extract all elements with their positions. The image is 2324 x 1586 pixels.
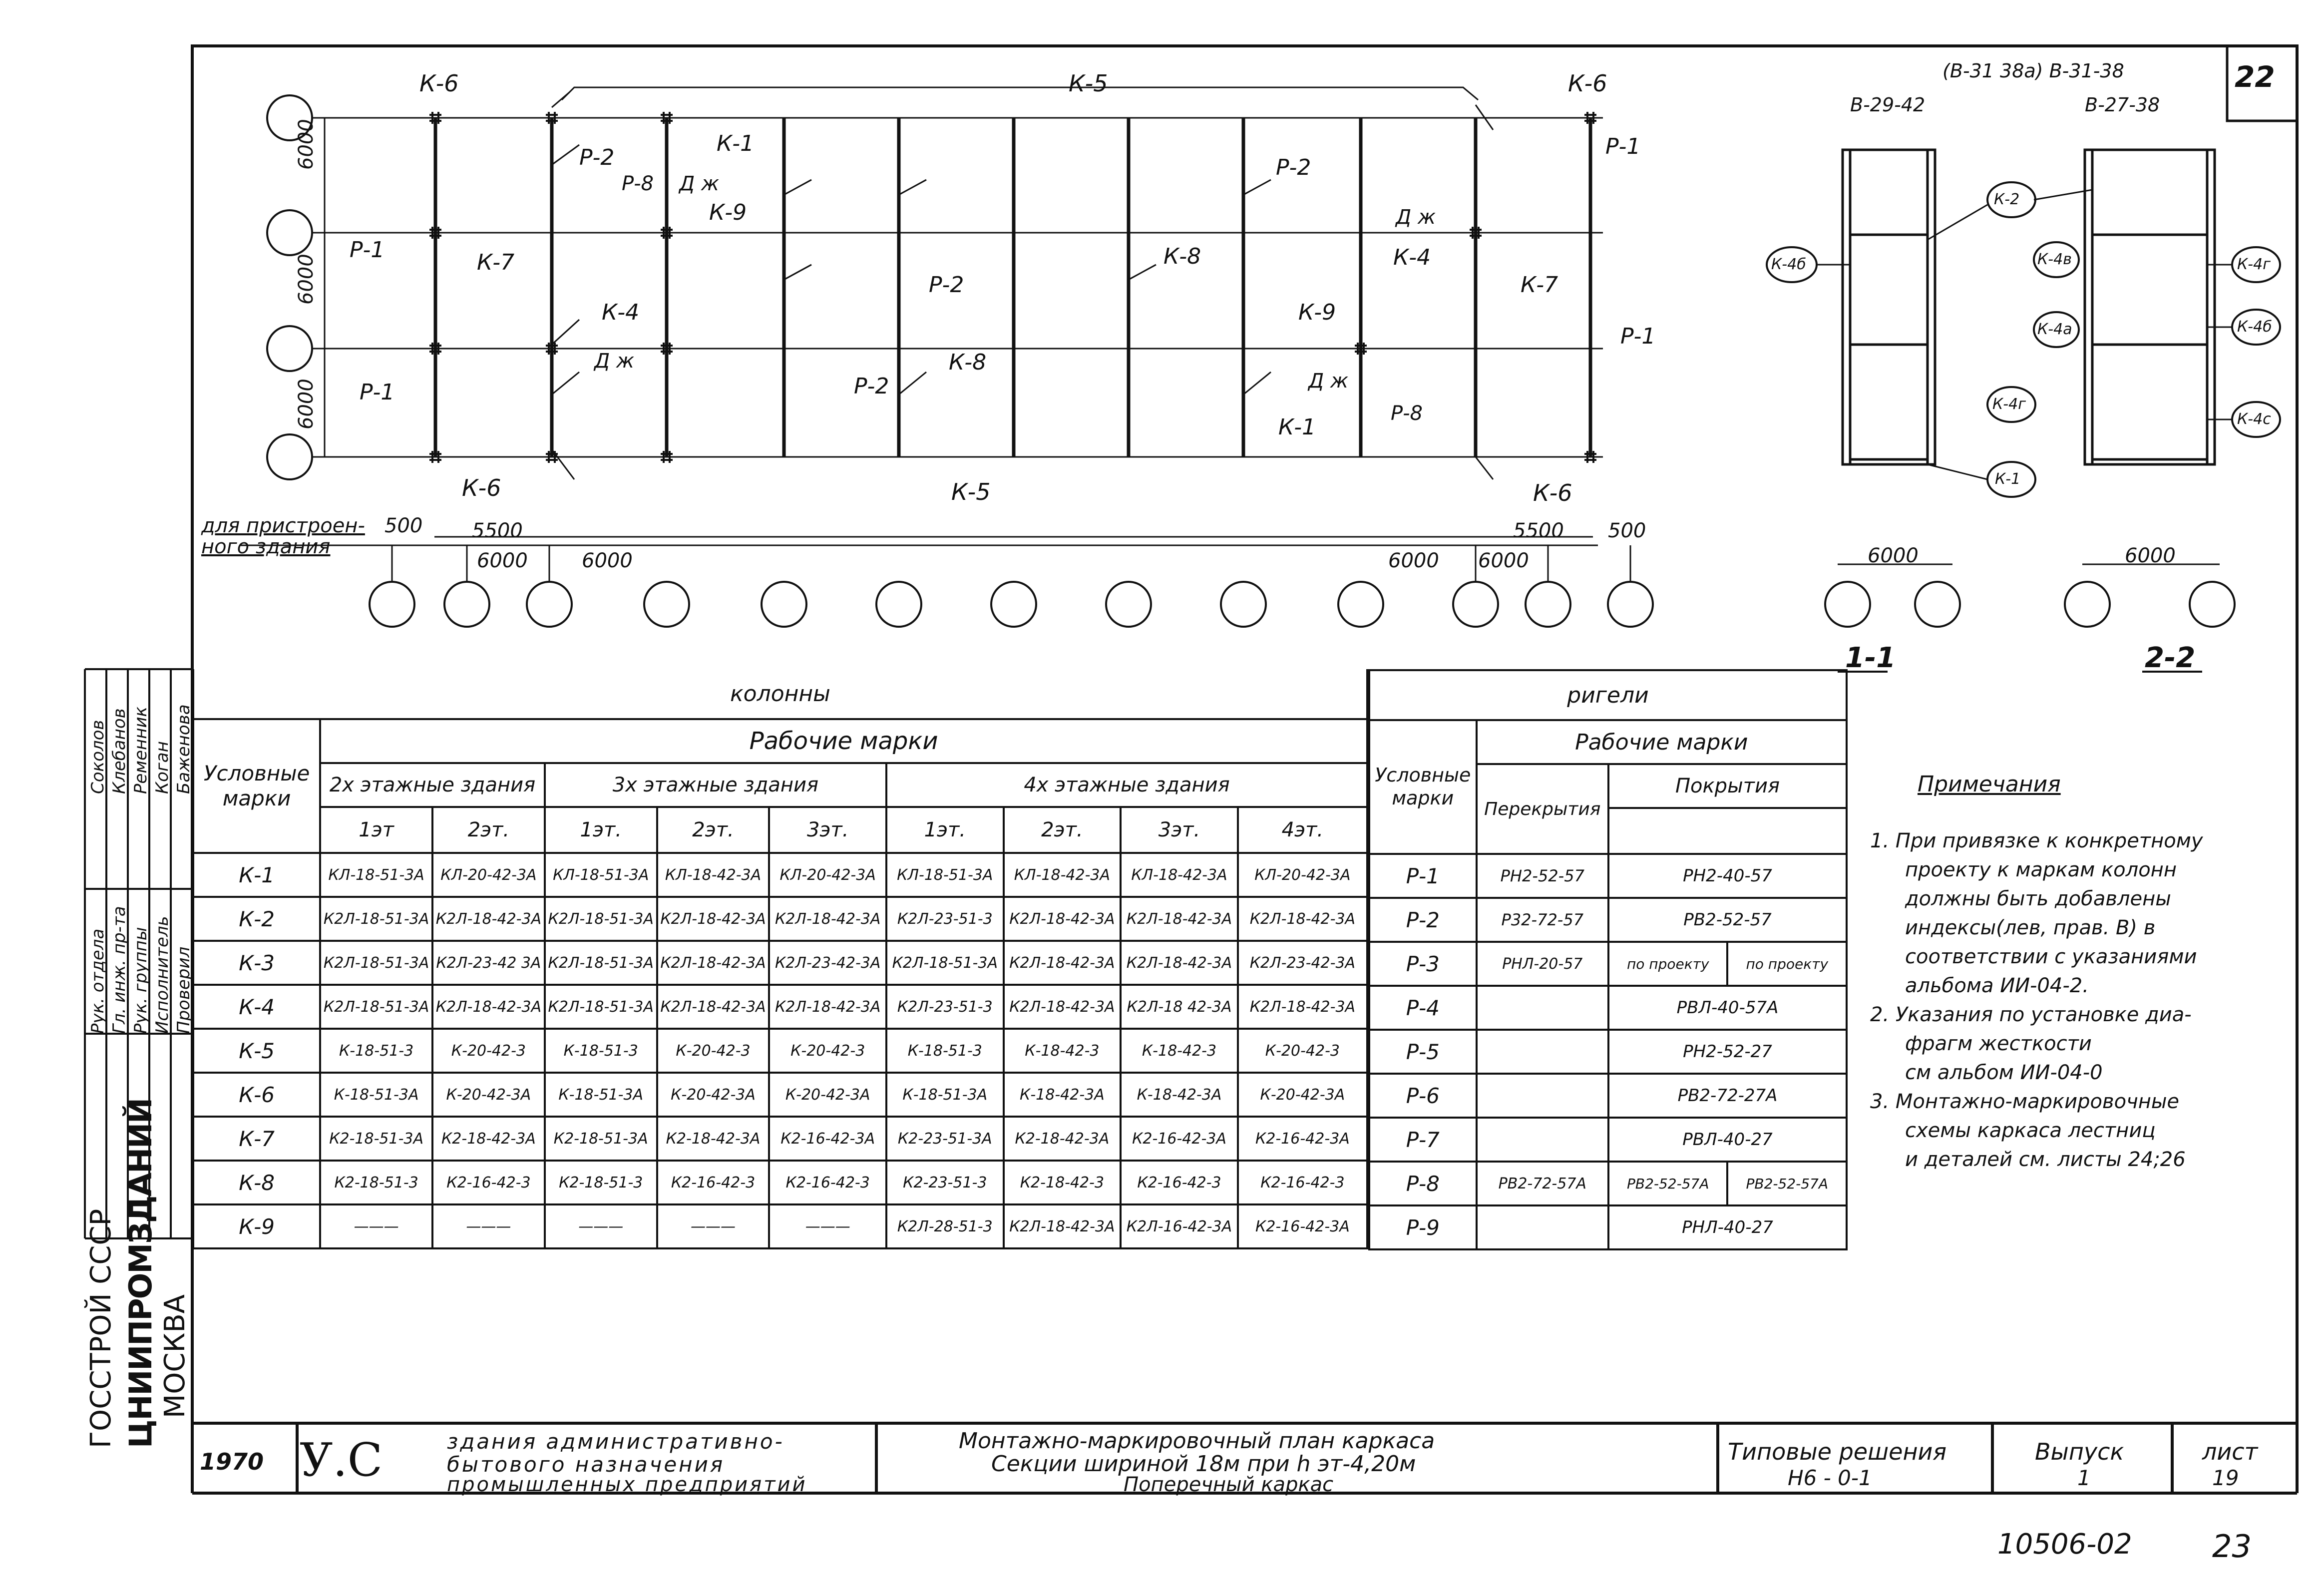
row-mark: К-1 [193,853,320,897]
table-cell: К2Л-18-51-3А [320,985,432,1029]
table-cell: К2-23-51-3А [886,1117,1004,1161]
rigels-table-body [1369,854,1847,1249]
table-row [1369,1205,1847,1249]
table-row [193,853,1367,897]
row-mark: К-6 [193,1073,320,1117]
table-cell: К2Л-23-42-3А [1238,941,1367,985]
section-top-label-1: (В-31 38а) В-31-38 [1942,60,2124,82]
section-tag: К-4б [2237,318,2272,336]
sig-name: Соколов [88,720,108,794]
table-cell: К-18-42-3А [1121,1073,1238,1117]
table-cell: ——— [432,1204,545,1248]
issue-value: 1 [2077,1466,2091,1490]
label-k7-left: К-7 [477,250,515,275]
table-cell: К-18-51-3А [545,1073,657,1117]
table-cell: РН2-40-57 [1608,854,1847,898]
section-tag: К-4с [2237,410,2271,428]
table-cell: К2Л-18-51-3А [320,897,432,941]
table-cell: К2-16-42-3 [432,1161,545,1204]
group-4-storey: 4х этажные здания [886,763,1367,807]
table-cell: К2-18-42-3А [657,1117,770,1161]
table-cell: КЛ-18-42-3А [657,853,770,897]
dim-bottom-5: 6000 [1388,549,1439,572]
sig-role: Гл. инж. пр-та [109,906,129,1034]
dim-left-2: 6000 [295,254,318,305]
table-cell [1477,1205,1608,1249]
table-cell: К2Л-23-42-3А [769,941,886,985]
table-row [193,1073,1367,1117]
columns-cond-header: Условные марки [193,719,320,853]
section-title-1: 1-1 [1845,642,1896,674]
table-cell: по проекту [1727,942,1847,986]
table-cell: К2Л-18-42-3А [432,897,545,941]
table-cell: К2Л-23-51-3 [886,897,1004,941]
table-cell: К2Л-18-42-3А [432,985,545,1029]
row-mark: Р-3 [1369,942,1477,986]
label-p1-a: Р-1 [1605,134,1641,159]
row-mark: К-3 [193,941,320,985]
label-p1-b: Р-1 [350,237,385,263]
rigels-table-title: ригели [1369,670,1847,720]
label-p1-c: Р-1 [1620,324,1656,349]
table-cell: К2Л-18-42-3А [1238,985,1367,1029]
sig-role: Проверил [174,946,194,1034]
table-cell: К-18-51-3 [320,1029,432,1073]
table-cell: К2Л-18-42-3А [769,897,886,941]
sig-name: Клебанов [109,708,129,794]
label-p2-a: Р-2 [579,145,615,170]
row-mark: К-9 [193,1204,320,1248]
label-k9-top: К-9 [709,200,747,225]
row-mark: Р-5 [1369,1030,1477,1074]
table-cell: К-20-42-3 [432,1029,545,1073]
axis-bubble [267,326,312,371]
table-row [1369,898,1847,942]
label-p8-a: Р-8 [622,172,654,195]
label-k6-tl: К-6 [419,70,459,97]
label-dzh-c: Д ж [594,350,634,373]
sig-name: Коган [152,741,172,794]
dim-left-3: 6000 [295,379,318,429]
floor-header: 4эт. [1238,807,1367,853]
table-row [1369,1162,1847,1205]
table-cell: К-20-42-3 [657,1029,770,1073]
section-dim-1: 6000 [1868,544,1919,567]
label-p8-b: Р-8 [1391,402,1423,425]
table-row [193,1161,1367,1204]
table-cell: К2-18-51-3 [545,1161,657,1204]
table-cell: КЛ-18-42-3А [1004,853,1121,897]
row-mark: Р-1 [1369,854,1477,898]
table-row [193,1029,1367,1073]
floor-header: 3эт. [1121,807,1238,853]
section-tag: К-2 [1994,191,2020,208]
section-tag: К-4в [2037,251,2072,268]
drawing-title-1: Монтажно-маркировочный план каркаса [959,1428,1435,1454]
dim-bottom-4: 6000 [582,549,633,572]
table-cell: К-20-42-3А [657,1073,770,1117]
section-tag: К-4а [2037,321,2072,338]
row-mark: Р-9 [1369,1205,1477,1249]
table-cell: РВЛ-40-27 [1608,1118,1847,1162]
table-cell: К2Л-18-51-3А [886,941,1004,985]
row-mark: К-2 [193,897,320,941]
table-cell: К-20-42-3 [1238,1029,1367,1073]
row-mark: К-7 [193,1117,320,1161]
table-cell: РН2-52-57 [1477,854,1608,898]
building-type-3: промышленных предприятий [447,1473,807,1496]
building-type-2: бытового назначения [447,1452,725,1477]
frame-plan [240,87,1656,627]
note-line: индексы(лев, прав. В) в [1905,916,2156,939]
floor-header: 2эт. [1004,807,1121,853]
note-line: 3. Монтажно-маркировочные [1870,1090,2180,1113]
table-cell: К2Л-18-42-3А [1238,897,1367,941]
table-row [193,985,1367,1029]
rigels-empty-cell [1608,808,1847,854]
table-cell: КЛ-20-42-3А [769,853,886,897]
floor-header: 2эт. [657,807,770,853]
section-top-label-3: В-27-38 [2085,94,2160,116]
rigels-table [1368,669,1848,1250]
dim-bottom-3: 6000 [477,549,528,572]
table-cell: К2-16-42-3 [1238,1161,1367,1204]
section-tag: К-1 [1995,470,2021,488]
label-k1: К-1 [717,131,755,156]
dim-bottom-6: 6000 [1478,549,1529,572]
table-cell: К2Л-18-42-3А [657,941,770,985]
stamp: У.С [300,1433,383,1487]
table-row [193,897,1367,941]
table-cell: К-18-51-3 [886,1029,1004,1073]
drawing-title-2: Секции шириной 18м при h эт-4,20м [991,1451,1416,1477]
table-cell: РВ2-72-27А [1608,1074,1847,1118]
table-cell: К2Л-18-42-3А [1004,897,1121,941]
dim-bottom-7: 5500 [1513,519,1564,542]
year: 1970 [200,1448,264,1475]
table-cell: К2Л-18-42-3А [657,985,770,1029]
table-cell: К2Л-18-42-3А [1121,897,1238,941]
row-mark: Р-8 [1369,1162,1477,1205]
table-cell: К2-16-42-3 [657,1161,770,1204]
table-row [1369,986,1847,1030]
table-cell: К2-16-42-3А [769,1117,886,1161]
table-cell: ——— [320,1204,432,1248]
section-tag: К-4б [1771,256,1806,273]
section-title-2: 2-2 [2145,642,2196,674]
table-cell: К2Л-18 42-3А [1121,985,1238,1029]
table-cell: КЛ-18-51-3А [545,853,657,897]
note-line: альбома ИИ-04-2. [1905,974,2089,997]
table-cell: К2-16-42-3А [1238,1117,1367,1161]
table-cell: К-18-51-3А [320,1073,432,1117]
table-cell: К2Л-18-42-3А [1004,1204,1121,1248]
columns-table [192,669,1368,1249]
row-mark: Р-2 [1369,898,1477,942]
archive-number: 10506-02 [1997,1528,2132,1561]
label-dzh-d: Д ж [1308,370,1348,393]
table-cell: К2Л-23-51-3 [886,985,1004,1029]
table-cell: К2Л-18-42-3А [1004,941,1121,985]
org-line-3: МОСКВА [159,1294,191,1418]
note-line: схемы каркаса лестниц [1905,1119,2156,1142]
note-line: см альбом ИИ-04-0 [1905,1061,2103,1084]
table-cell: ——— [657,1204,770,1248]
label-k4-left: К-4 [602,300,640,325]
table-cell: КЛ-20-42-3А [432,853,545,897]
label-p2-c: Р-2 [929,272,964,298]
table-cell: К-20-42-3А [432,1073,545,1117]
note-line: 1. При привязке к конкретному [1870,829,2203,852]
table-cell: К2Л-28-51-3 [886,1204,1004,1248]
sig-role: Исполнитель [152,916,172,1034]
table-cell: по проекту [1608,942,1727,986]
table-cell: К-20-42-3А [769,1073,886,1117]
sig-role: Рук. отдела [88,928,108,1034]
group-2-storey: 2х этажные здания [320,763,545,807]
note-line: и деталей см. листы 24;26 [1905,1148,2186,1171]
issue-label: Выпуск [2035,1438,2124,1465]
row-mark: К-5 [193,1029,320,1073]
axis-bubble [267,434,312,479]
table-cell: РВЛ-40-57А [1608,986,1847,1030]
table-cell: Р32-72-57 [1477,898,1608,942]
table-cell: К-18-42-3 [1121,1029,1238,1073]
table-cell [1477,1074,1608,1118]
dim-bottom-2: 5500 [472,519,523,542]
dim-bottom-1: 500 [385,514,423,537]
list-label: лист [2202,1438,2258,1465]
rigels-col-roof: Покрытия [1608,764,1847,808]
table-row [193,1117,1367,1161]
list-value: 19 [2212,1466,2239,1490]
row-mark: К-4 [193,985,320,1029]
label-p2-d: Р-2 [854,374,889,399]
note-left-2: ного здания [201,535,331,558]
note-line: 2. Указания по установке диа- [1870,1003,2192,1026]
table-cell: К2-16-42-3 [1121,1161,1238,1204]
org-line-2: ЦНИИПРОМЗДАНИЙ [122,1099,159,1448]
table-cell: К2Л-18-42-3А [657,897,770,941]
label-k9-right: К-9 [1298,300,1336,325]
table-row [193,1204,1367,1248]
sig-name: Ременник [131,706,151,794]
page-number: 23 [2212,1528,2252,1565]
rigels-col-floor: Перекрытия [1477,764,1608,854]
sig-name: Баженова [174,704,194,794]
label-k8-b: К-8 [949,350,987,375]
table-cell: РВ2-72-57А [1477,1162,1608,1205]
table-cell: РНЛ-40-27 [1608,1205,1847,1249]
table-cell: К2-18-42-3 [1004,1161,1121,1204]
label-k5-bottom: К-5 [951,478,991,505]
label-dzh-a: Д ж [679,172,719,195]
floor-header: 2эт. [432,807,545,853]
table-cell: КЛ-18-51-3А [886,853,1004,897]
table-cell: РНЛ-20-57 [1477,942,1608,986]
table-cell: К2Л-18-42-3А [769,985,886,1029]
table-cell: КЛ-20-42-3А [1238,853,1367,897]
columns-table-body [193,853,1367,1248]
table-cell: К-20-42-3 [769,1029,886,1073]
rigels-subtitle: Рабочие марки [1477,720,1847,764]
note-line: соответствии с указаниями [1905,945,2197,968]
note-left-1: для пристроен- [201,514,365,537]
label-k6-bl: К-6 [462,474,501,501]
columns-subtitle: Рабочие марки [320,719,1367,763]
floor-header: 1эт. [886,807,1004,853]
label-k7-right: К-7 [1521,272,1558,298]
row-mark: К-8 [193,1161,320,1204]
table-cell: К-18-51-3А [886,1073,1004,1117]
table-cell: К2-18-51-3А [320,1117,432,1161]
floor-header: 3эт. [769,807,886,853]
table-cell: К2Л-18-51-3А [545,941,657,985]
note-line: проекту к маркам колонн [1905,858,2177,881]
section-top-label-2: В-29-42 [1850,94,1926,116]
sig-role: Рук. группы [131,927,151,1034]
row-mark: Р-7 [1369,1118,1477,1162]
building-type-1: здания административно- [447,1429,784,1454]
label-k6-br: К-6 [1533,479,1572,506]
series-value: Н6 - 0-1 [1788,1466,1872,1490]
table-cell: К2Л-18-51-3А [545,897,657,941]
columns-table-title: колонны [193,669,1367,719]
label-k8-a: К-8 [1163,244,1201,269]
table-cell: К2-16-42-3А [1238,1204,1367,1248]
table-cell: К2-16-42-3А [1121,1117,1238,1161]
table-row [1369,1030,1847,1074]
label-k5-top: К-5 [1069,70,1108,97]
table-cell: КЛ-18-42-3А [1121,853,1238,897]
table-cell: ——— [545,1204,657,1248]
notes-list [1870,826,2203,1174]
table-cell: К2Л-18-51-3А [545,985,657,1029]
axis-bubble [267,210,312,255]
table-row [193,941,1367,985]
table-cell: К2-18-42-3А [432,1117,545,1161]
table-cell: К2Л-16-42-3А [1121,1204,1238,1248]
floor-header: 1эт. [545,807,657,853]
table-row [1369,854,1847,898]
rigels-cond-header: Условные марки [1369,720,1477,854]
table-row [1369,942,1847,986]
sheet-number-top: 22 [2235,60,2275,94]
table-cell: К2-16-42-3 [769,1161,886,1204]
table-cell: РВ2-52-57А [1727,1162,1847,1205]
table-cell: К2Л-18-42-3А [1121,941,1238,985]
label-dzh-b: Д ж [1396,206,1436,229]
series-label: Типовые решения [1728,1438,1947,1465]
table-cell: К-18-42-3 [1004,1029,1121,1073]
table-cell: ——— [769,1204,886,1248]
table-cell: РВ2-52-57 [1608,898,1847,942]
section-dim-2: 6000 [2125,544,2176,567]
table-cell: К2-23-51-3 [886,1161,1004,1204]
note-line: должны быть добавлены [1905,887,2171,910]
row-mark: Р-6 [1369,1074,1477,1118]
table-cell: К-18-42-3А [1004,1073,1121,1117]
table-cell: К2Л-18-42-3А [1004,985,1121,1029]
note-line: фрагм жесткости [1905,1032,2092,1055]
table-cell: РН2-52-27 [1608,1030,1847,1074]
section-tag: К-4г [1992,396,2026,413]
org-line-1: ГОССТРОЙ СССР [85,1208,117,1448]
table-cell: РВ2-52-57А [1608,1162,1727,1205]
table-cell: К2Л-18-51-3А [320,941,432,985]
table-cell: К-18-51-3 [545,1029,657,1073]
label-p2-b: Р-2 [1276,155,1311,180]
dim-bottom-8: 500 [1608,519,1646,542]
group-3-storey: 3х этажные здания [545,763,886,807]
table-cell: КЛ-18-51-3А [320,853,432,897]
table-cell [1477,1118,1608,1162]
label-k6-tr: К-6 [1568,70,1607,97]
drawing-title-3: Поперечный каркас [1124,1473,1334,1496]
row-mark: Р-4 [1369,986,1477,1030]
notes-title: Примечания [1918,772,2061,797]
label-p1-d: Р-1 [360,380,395,405]
table-cell: К2-18-51-3А [545,1117,657,1161]
label-k4-right: К-4 [1393,245,1431,270]
dim-left-1: 6000 [295,119,318,170]
table-cell: К2-18-42-3А [1004,1117,1121,1161]
table-row [1369,1074,1847,1118]
table-cell: К-20-42-3А [1238,1073,1367,1117]
table-cell [1477,1030,1608,1074]
section-tag: К-4г [2237,256,2271,273]
table-cell [1477,986,1608,1030]
table-row [1369,1118,1847,1162]
table-cell: К2Л-23-42 3А [432,941,545,985]
table-cell: К2-18-51-3 [320,1161,432,1204]
floor-header: 1эт [320,807,432,853]
label-k1-right: К-1 [1278,414,1316,440]
